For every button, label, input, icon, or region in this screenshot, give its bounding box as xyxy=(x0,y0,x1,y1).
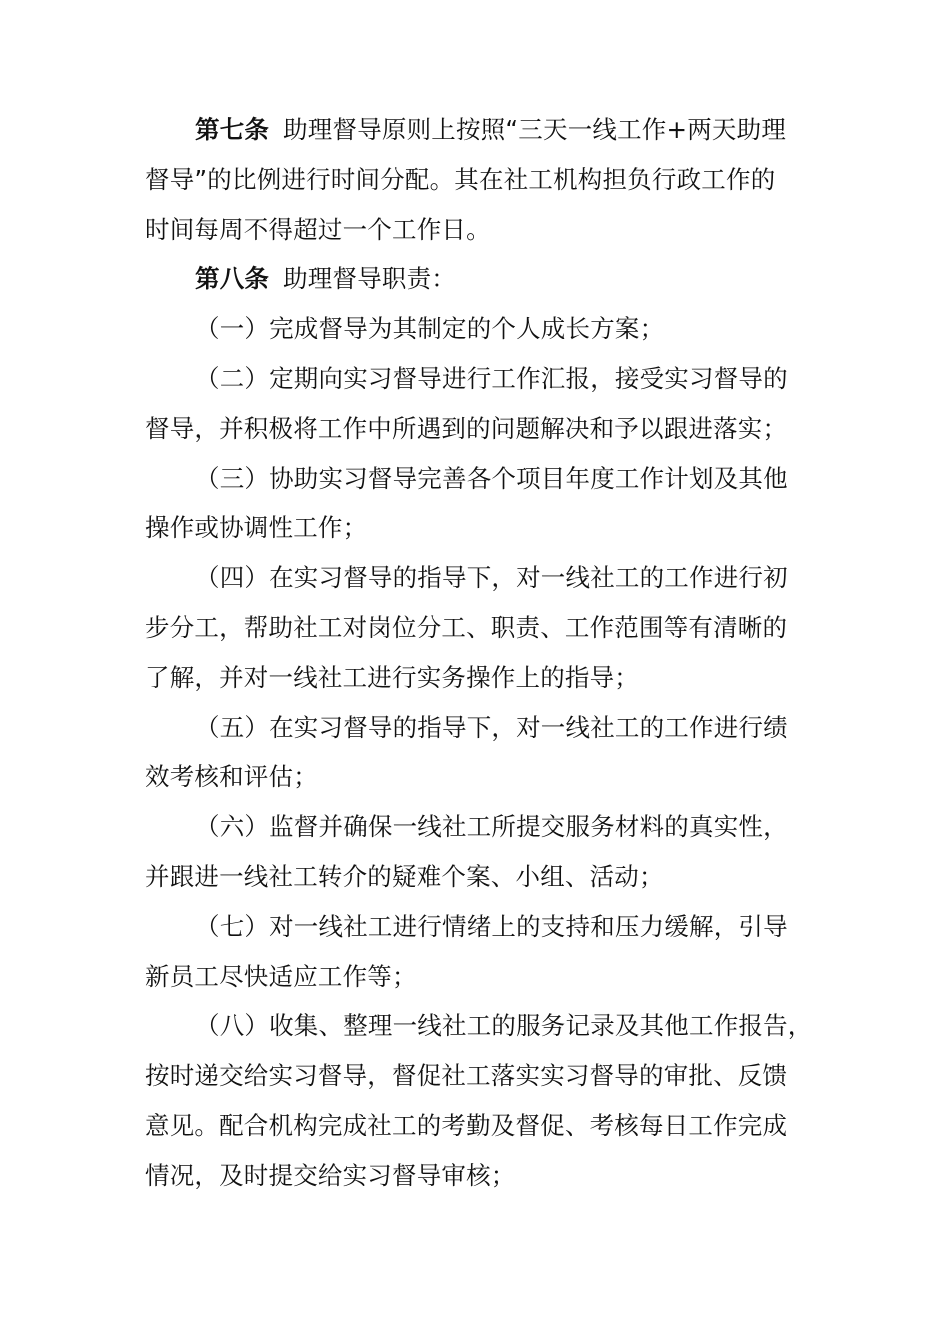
duty-item-8-line-1: （八）收集、整理一线社工的服务记录及其他工作报告， xyxy=(195,1011,813,1041)
article-7-label: 第七条 xyxy=(195,115,270,144)
duty-item-7-line-2: 新员工尽快适应工作等； xyxy=(145,961,417,991)
duty-item-4-line-2: 步分工，帮助社工对岗位分工、职责、工作范围等有清晰的 xyxy=(145,612,788,642)
article-8-label: 第八条 xyxy=(195,264,270,294)
duty-item-8-line-4: 情况，及时提交给实习督导审核； xyxy=(145,1160,516,1190)
duty-item-2 xyxy=(145,354,817,454)
duty-item-3-line-2: 操作或协调性工作； xyxy=(145,513,368,543)
duty-item-8-line-3: 意见。配合机构完成社工的考勤及督促、考核每日工作完成 xyxy=(145,1110,788,1140)
duty-item-2-line-2: 督导，并积极将工作中所遇到的问题解决和予以跟进落实； xyxy=(145,413,788,443)
duty-item-6-line-2: 并跟进一线社工转介的疑难个案、小组、活动； xyxy=(145,861,664,891)
article-8-paragraph xyxy=(145,254,817,304)
duty-item-3-line-1: （三）协助实习督导完善各个项目年度工作计划及其他 xyxy=(195,463,788,493)
duty-item-1 xyxy=(145,304,817,354)
duty-item-5 xyxy=(145,703,817,803)
duty-item-5-line-1: （五）在实习督导的指导下，对一线社工的工作进行绩 xyxy=(195,712,788,742)
duty-items-list xyxy=(145,304,817,1200)
duty-item-8-line-2: 按时递交给实习督导，督促社工落实实习督导的审批、反馈 xyxy=(145,1061,788,1091)
article-7-line-1 xyxy=(145,105,817,155)
duty-item-5-line-2: 效考核和评估； xyxy=(145,762,318,792)
article-7-line-2: 督导”的比例进行时间分配。其在社工机构担负行政工作的 xyxy=(145,164,776,194)
duty-item-6-line-1: （六）监督并确保一线社工所提交服务材料的真实性， xyxy=(195,812,788,842)
duty-item-4-line-3: 了解，并对一线社工进行实务操作上的指导； xyxy=(145,662,639,692)
duty-item-4-line-1: （四）在实习督导的指导下，对一线社工的工作进行初 xyxy=(195,563,788,593)
duty-item-3 xyxy=(145,454,817,554)
duty-item-1-line-1: （一）完成督导为其制定的个人成长方案； xyxy=(195,314,665,344)
article-7-text-1: 助理督导原则上按照“三天一线工作+两天助理 xyxy=(283,115,787,144)
duty-item-6 xyxy=(145,802,817,902)
article-7-paragraph xyxy=(145,105,817,254)
duty-item-8 xyxy=(145,1001,817,1200)
article-7-line-3: 时间每周不得超过一个工作日。 xyxy=(145,214,491,244)
duty-item-2-line-1: （二）定期向实习督导进行工作汇报，接受实习督导的 xyxy=(195,363,788,393)
document-body xyxy=(145,105,817,1201)
duty-item-7 xyxy=(145,902,817,1002)
duty-item-4 xyxy=(145,553,817,702)
article-8-line-1 xyxy=(145,254,817,304)
article-8-intro: 助理督导职责： xyxy=(283,264,457,294)
duty-item-7-line-1: （七）对一线社工进行情绪上的支持和压力缓解，引导 xyxy=(195,911,788,941)
